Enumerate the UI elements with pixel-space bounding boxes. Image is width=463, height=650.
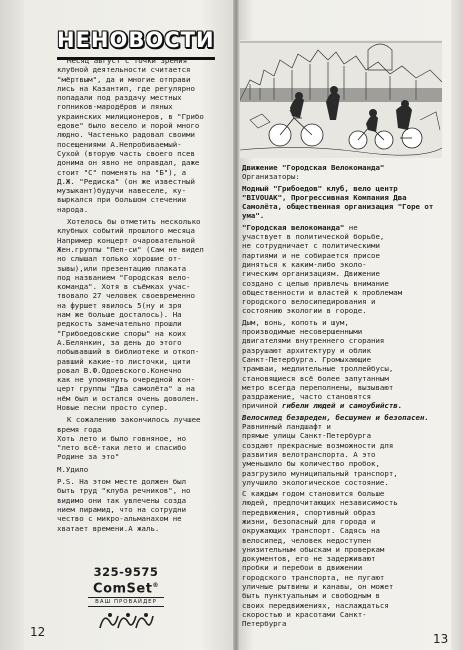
- page-number-left: 12: [30, 625, 46, 639]
- article-paragraph-bicycle: [242, 413, 442, 487]
- pollution-text: Дым, вонь, копоть и шум, производимые несовершенными двигателями внутреннего сгорания разрушают архитектуру и облик Санкт-Петербурга. Громыхающие трамваи, медлительные троллейбусы, становящиеся всё более запутанным метро всегда переполнены, вызывают раздражение, часто становятся причиной: [242, 317, 394, 411]
- gutter: [233, 0, 239, 650]
- article-postscript: P.S. На этом месте должен был быть труд "клуба речников", но видимо они так увлечены создa нием пирамид, что на сотрудни чество с микро-альманахом не хватает времени.А жаль.: [57, 477, 191, 533]
- right-article: [242, 163, 442, 631]
- article-paragraph-closing: С каждым годом становится больше людей, предпочитающих независимость передвижения, спортивный образ жизни, безопасный для города и окружающих транспорт. Садясь на велосипед, человек недоступен унизительным обыскам и проверкам документов, его не задерживают пробки и перебои в движении городского транспорта, не пугают уличные рытвины и канавы, он может быть пунктуальным и свободным в своих передвижениях, наслаждаться скоростью и красотами Санкт- Петербурга: [242, 489, 398, 629]
- page-number-right: 13: [433, 632, 449, 646]
- movement-heading: [242, 163, 442, 182]
- advert-tagline: ВАШ ПРОВАЙДЕР: [88, 597, 164, 607]
- advert-brand-name: ComSet: [93, 581, 153, 597]
- right-cover-edge: [451, 0, 463, 650]
- article-paragraph-2: Хотелось бы отметить несколько клубных событий прошлого месяца Например концерт очаровательной Жен.группы "Пеп-си" (Сам не видел но слышал только хорошие от- зывы),или презентацию плаката под названием "Городская вело- команда". Хотя в съёмках учас- твовало 27 человек своевременно на фуршет явилось 5(ну и зря нам же больше досталось). На редкость замечательно прошли "Грибоедовские споры" на коих А.Белянкин, за день до этого побывавший в библиотеке и откоп- равший какие-то листочки, цити ровал В.Ф.Одоевского.Конечно как не упомянуть очередной кон- церт группы "Два самолёта" а на нём был и остался очень доволен. Новые песни просто супер.: [57, 217, 204, 412]
- advert-phone: 325-9575: [93, 565, 159, 579]
- article-paragraph-1: Месяц август с точки зрения клубной деятельности считается "мёртвым", да и многие отправи лись на Казантип, где регулярно попадали под раздачу местных гопников-мародёров и ляных украинских милиционеров, в "Грибо едове" было весело и порой много людно. Частенько радовал своими посещениями А.Непробиваемый- Сухой (вторую часть своего псев донима он явно не оправдал, даже стоит "С" поменять на "Б"), а Д.Ж. "Редиска" (он же известный музыкант)будучи навеселе, ку- выркался при большом стечении народа.: [57, 56, 204, 214]
- pollution-emphasis: гибели людей и самоубийств.: [277, 401, 403, 411]
- article-paragraph-3: К сожалению закончилось лучшее время года Хоть лето и было говняное, но "лето всё-таки лето и спасибо Родине за это": [57, 415, 201, 462]
- organizers-list: Модный "Грибоедов" клуб, вело центр "BIVOUAK", Прогрессивная Компания Два Самолёта, общественная организация "Горе от ума".: [242, 183, 434, 221]
- masthead-title: НЕНОВОСТИ: [57, 28, 215, 52]
- article-paragraph-pollution: [242, 318, 442, 411]
- left-article: [57, 56, 227, 536]
- organizers-label: Организаторы:: [242, 172, 300, 182]
- advert-brand: [80, 579, 172, 596]
- comset-advert: [80, 566, 172, 636]
- trademark-symbol: ®: [152, 582, 159, 589]
- article-paragraph-intro: [242, 223, 442, 316]
- city-illustration: [240, 40, 442, 158]
- article-signature: М.Удило: [57, 464, 89, 474]
- intro-text: не участвует в политической борьбе, не сотрудничает с политическими партиями и не собирается присое диняться к каким-либо эколо- гическим организациям. Движение создано с целью привлечь внимание общественности и властей к проблемам городского велосипедирования и состоянию экологии в городе.: [242, 222, 403, 316]
- bicycle-text: Равнинный ландшафт и прямые улицы Санкт-Петербурга создают прекрасные возможности для развития велотранспорта. А это уменьшило бы количество пробок, разгрузило муниципальный транспорт, улучшило экологическое состояние.: [242, 422, 398, 487]
- left-cover-edge: [0, 0, 24, 650]
- comset-logo-icon: [80, 608, 172, 636]
- movement-title: Движение "Городская Велокоманда": [242, 163, 385, 172]
- masthead: [57, 23, 213, 58]
- velocommand-name: "Городская велокоманда": [242, 222, 345, 232]
- bicycle-slogan: Велосипед безвреден, бесшумен и безопасен.: [242, 412, 429, 422]
